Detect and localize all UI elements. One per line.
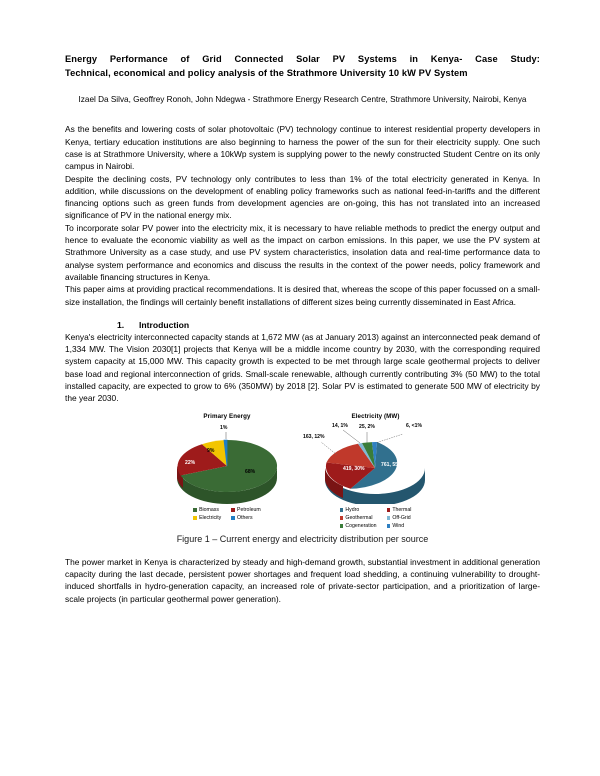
figure-1	[65, 413, 540, 544]
legend-swatch-icon	[231, 508, 234, 511]
legend-swatch-icon	[193, 516, 196, 519]
pie-label-cogeneration: 25, 2%	[359, 423, 375, 430]
pie-label-petroleum: 22%	[185, 459, 196, 466]
legend-swatch-icon	[340, 524, 343, 527]
legend-label-others: Others	[237, 514, 253, 521]
legend-item-hydro	[340, 507, 377, 514]
section-number: 1.	[117, 319, 125, 330]
abstract-paragraph-2: Despite the declining costs, PV technology only contributes to less than 1% of the total electricity generated in Kenya. In addition, while discussions on the development of enabling policy frameworks such as national feed-in-tariffs and the different financing options such as green funds from development agencies are on-going, this has not translated into an increased significance of PV in the national energy mix.	[65, 173, 540, 221]
legend-swatch-icon	[387, 516, 390, 519]
abstract-paragraph-4: This paper aims at providing practical recommendations. It is desired that, whereas the scope of this paper focussed on a small-size installation, the findings will certainly benefit installations of different sizes being currently disseminated in East Africa.	[65, 284, 540, 307]
legend-label-offgrid: Off-Grid	[392, 514, 411, 521]
figure-caption: Figure 1 – Current energy and electricity distribution per source	[176, 533, 429, 544]
legend-label-petroleum: Petroleum	[237, 506, 261, 513]
legend-item-electricity	[193, 515, 221, 522]
legend-swatch-icon	[193, 508, 196, 511]
legend-item-biomass	[193, 507, 221, 514]
legend-label-electricity: Electricity	[199, 514, 222, 521]
legend-item-offgrid	[387, 515, 412, 522]
pie-label-biomass: 68%	[245, 468, 256, 475]
chart-electricity-mw-legend	[303, 507, 448, 530]
chart-primary-energy-title: Primary Energy	[203, 412, 251, 420]
legend-item-others	[231, 515, 260, 522]
legend-label-thermal: Thermal	[392, 506, 412, 513]
legend-item-geothermal	[340, 515, 377, 522]
legend-label-cogeneration: Cogeneration	[345, 522, 377, 529]
pie-chart-primary-energy	[157, 422, 297, 504]
page-title	[65, 52, 540, 80]
legend-label-hydro: Hydro	[345, 506, 360, 513]
title-line-1: Energy Performance of Grid Connected Solar PV Systems in Kenya- Case Study:	[65, 54, 540, 64]
pie-leader-geothermal	[321, 442, 337, 455]
legend-label-geothermal: Geothermal	[345, 514, 373, 521]
legend-item-cogeneration	[340, 523, 377, 530]
figure-charts-row	[65, 413, 540, 530]
legend-swatch-icon	[387, 508, 390, 511]
legend-swatch-icon	[231, 516, 234, 519]
section-title: Introduction	[139, 319, 190, 330]
abstract-paragraph-1: As the benefits and lowering costs of solar photovoltaic (PV) technology continue to interest residential property developers in Kenya, tertiary education institutions are also beginning to harness the power of the sun for their electricity supply. One such case is at Strathmore University, where a 10kWp system is supplying power to the newly constructed Student Centre on its only campus in Nairobi.	[65, 124, 540, 172]
legend-swatch-icon	[340, 508, 343, 511]
chart-primary-energy-legend	[157, 507, 297, 522]
pie-label-others: 1%	[220, 424, 228, 431]
legend-item-petroleum	[231, 507, 260, 514]
section-heading-introduction	[65, 320, 540, 330]
pie-label-thermal: 419, 30%	[343, 465, 365, 472]
pie-leader-offgrid	[343, 430, 360, 443]
legend-label-biomass: Biomass	[199, 506, 219, 513]
introduction-paragraph: Kenya's electricity interconnected capacity stands at 1,672 MW (as at January 2013) against an interconnected peak demand of 1,334 MW. The Vision 2030[1] projects that Kenya will be a middle income country by 2030, with the corresponding required system capacity at 15,000 MW. This capacity growth is expected to be met through large scale geothermal projects to deliver base load and regional interconnection of grids. Small-scale renewable, although currently contributing 3% (50 MW) to the total installed capacity, are expected to grow to 6% (350MW) by 2018 [2]. Solar PV is estimated to generate 500 MW of electricity by the year 2030.	[65, 331, 540, 404]
pie-label-wind: 6, <1%	[406, 422, 423, 429]
legend-item-thermal	[387, 507, 412, 514]
title-line-2: Technical, economical and policy analysis of the Strathmore University 10 kW PV System	[65, 68, 468, 79]
pie-label-hydro: 761, 55%	[381, 461, 403, 468]
abstract-paragraph-3: To incorporate solar PV power into the electricity mix, it is necessary to have reliable methods to predict the energy output and hence to evaluate the economic viability as well as the impact on carbon emissions. In this paper, we use the PV system at Strathmore University as a case study, and use PV system characteristics, insolation data and real-time performance data to analyse system performance and economics and discuss the results in the context of the power needs, policy framework and available financing structures in Kenya.	[65, 222, 540, 282]
legend-swatch-icon	[340, 516, 343, 519]
pie-label-electricity: 9%	[207, 447, 215, 454]
legend-label-wind: Wind	[392, 522, 405, 529]
chart-electricity-mw-title: Electricity (MW)	[351, 412, 400, 420]
legend-item-wind	[387, 523, 412, 530]
pie-leader-wind	[377, 434, 403, 443]
chart-primary-energy-plot	[157, 422, 297, 504]
author-affiliation-line: Izael Da Silva, Geoffrey Ronoh, John Ndegwa - Strathmore Energy Research Centre, Strathmore University, Nairobi, Kenya	[78, 95, 527, 105]
legend-swatch-icon	[387, 524, 390, 527]
pie-label-geothermal: 163, 12%	[303, 433, 325, 440]
closing-paragraph: The power market in Kenya is characterized by steady and high-demand growth, substantial investment in additional generation capacity during the last decade, persistent power shortages and frequent load shedding, a continuing vulnerability to drought-induced shortfalls in hydro-generation capacity, an increased role of private-sector participation, and a prioritization of large-scale projects (in particular geothermal power generation).	[65, 556, 540, 604]
chart-electricity-mw	[303, 413, 448, 530]
pie-label-offgrid: 14, 1%	[332, 422, 348, 429]
chart-primary-energy	[157, 413, 297, 522]
chart-electricity-mw-plot	[303, 422, 448, 504]
